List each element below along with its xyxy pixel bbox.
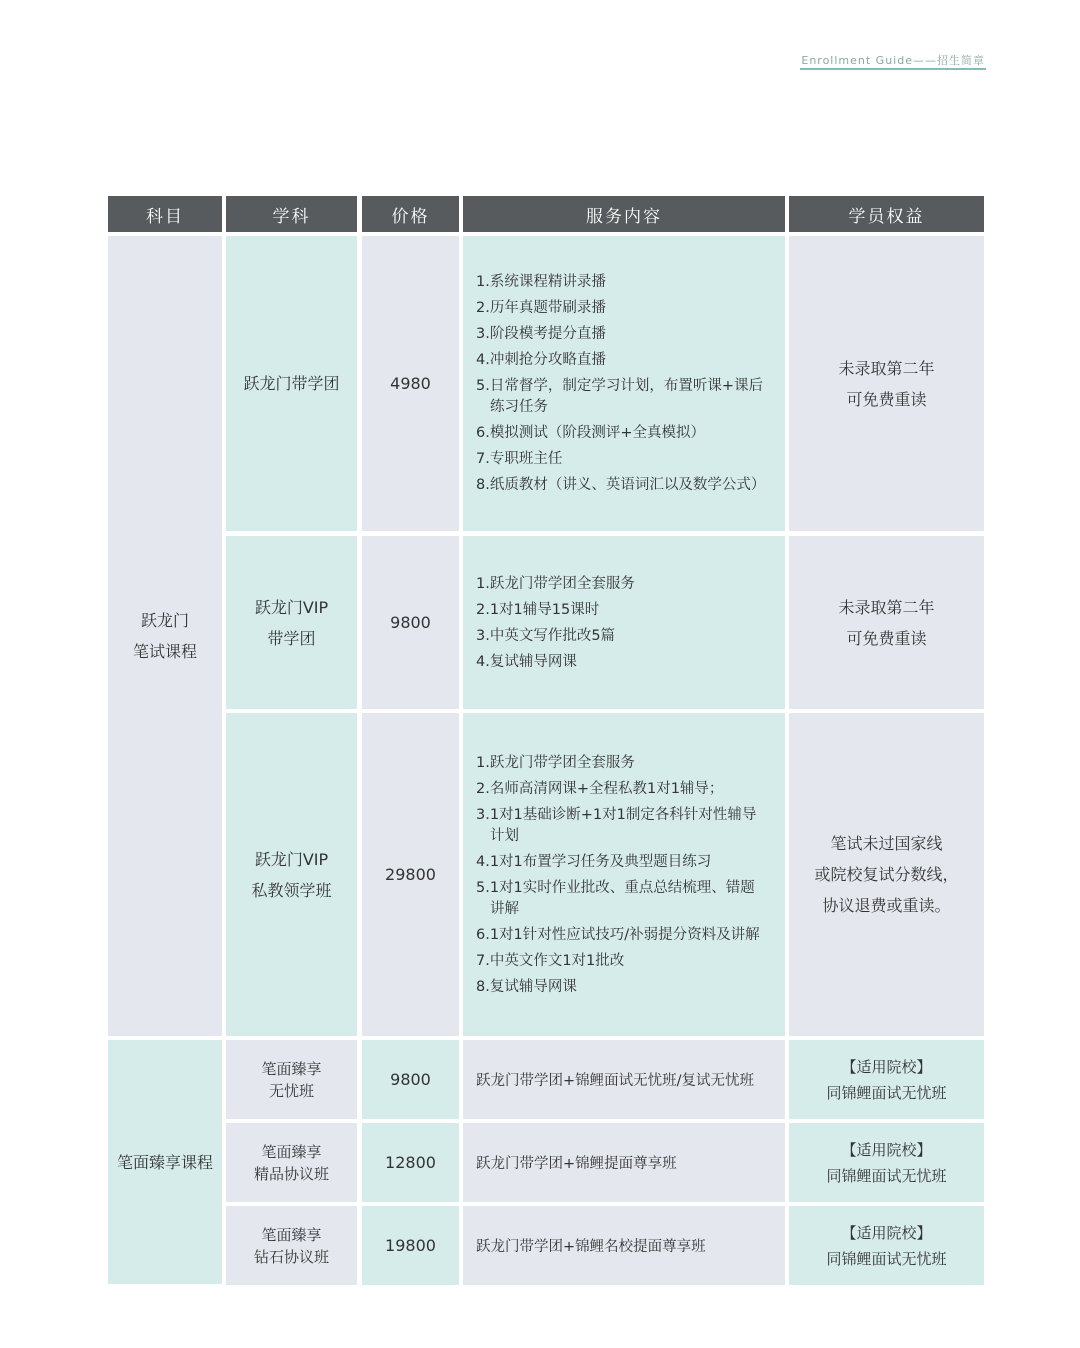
service-item: 8.复试辅导网课	[476, 978, 577, 995]
subject-group-combined	[108, 1040, 222, 1284]
service-item: 5.日常督学，制定学习计划，布置听课+课后	[476, 378, 763, 394]
course-cell	[226, 1206, 357, 1285]
course-name: 无忧班	[268, 1081, 314, 1100]
benefit-line: 或院校复试分数线，	[814, 865, 959, 884]
service-item: 计划	[490, 827, 519, 844]
course-name: 笔面臻享	[261, 1225, 322, 1244]
course-name: 笔面臻享	[261, 1059, 322, 1078]
course-cell	[226, 236, 357, 531]
services-cell	[463, 713, 785, 1036]
service-item: 跃龙门带学团+锦鲤名校提面尊享班	[476, 1239, 706, 1255]
service-item: 4.冲刺抢分攻略直播	[476, 352, 606, 368]
course-cell	[226, 1040, 357, 1119]
course-name: 笔面臻享	[261, 1142, 322, 1161]
price-cell: 29800	[362, 713, 459, 1036]
benefit-line: 协议退费或重读。	[822, 896, 951, 915]
benefits-cell	[789, 1040, 984, 1119]
brand-text: Enrollment Guide——招生简章	[801, 54, 985, 67]
header-course: 学科	[226, 196, 357, 232]
service-item: 7.中英文作文1对1批改	[476, 952, 625, 969]
service-item: 跃龙门带学团+锦鲤面试无忧班/复试无忧班	[476, 1073, 755, 1089]
service-item: 3.阶段模考提分直播	[476, 326, 606, 342]
services-cell	[463, 1123, 785, 1202]
course-name: 精品协议班	[253, 1164, 329, 1183]
course-name: 带学团	[267, 628, 316, 648]
benefit-line: 未录取第二年	[838, 358, 935, 378]
benefit-line: 可免费重读	[846, 628, 927, 648]
price-cell: 4980	[362, 236, 459, 531]
services-cell	[463, 1040, 785, 1119]
service-item: 2.历年真题带刷录播	[476, 300, 606, 316]
course-cell	[226, 536, 357, 709]
price-cell: 9800	[362, 1040, 459, 1119]
course-name: 跃龙门VIP	[254, 597, 329, 617]
service-item: 7.专职班主任	[476, 451, 563, 467]
header-benefits: 学员权益	[789, 196, 984, 232]
price-cell: 9800	[362, 536, 459, 709]
brand-underline	[800, 68, 986, 70]
benefits-cell	[789, 713, 984, 1036]
service-item: 跃龙门带学团+锦鲤提面尊享班	[476, 1156, 677, 1172]
benefits-cell	[789, 536, 984, 709]
benefit-line: 【适用院校】	[841, 1223, 932, 1242]
benefit-line: 笔试未过国家线	[830, 834, 943, 853]
service-item: 4.1对1布置学习任务及典型题目练习	[476, 853, 712, 870]
service-item: 1.系统课程精讲录播	[476, 274, 606, 290]
benefits-cell	[789, 236, 984, 531]
service-item: 6.模拟测试（阶段测评+全真模拟）	[476, 425, 705, 441]
services-cell	[463, 236, 785, 531]
benefit-line: 未录取第二年	[838, 597, 935, 617]
benefit-line: 同锦鲤面试无忧班	[826, 1083, 947, 1102]
service-item: 2.1对1辅导15课时	[476, 601, 600, 618]
header-services: 服务内容	[463, 196, 785, 232]
service-item: 6.1对1针对性应试技巧/补弱提分资料及讲解	[476, 926, 760, 943]
subject-line: 笔试课程	[132, 642, 197, 661]
course-cell	[226, 713, 357, 1036]
course-name: 跃龙门带学团	[243, 374, 340, 393]
benefit-line: 可免费重读	[846, 389, 927, 409]
service-item: 5.1对1实时作业批改、重点总结梳理、错题	[476, 879, 755, 896]
service-item: 练习任务	[490, 399, 548, 415]
benefit-line: 同锦鲤面试无忧班	[826, 1166, 947, 1185]
course-name: 跃龙门VIP	[254, 849, 329, 869]
price-cell: 19800	[362, 1206, 459, 1285]
subject-line: 跃龙门	[140, 611, 189, 630]
subject-group-written	[108, 236, 222, 1036]
course-name: 钻石协议班	[253, 1247, 329, 1266]
services-cell	[463, 1206, 785, 1285]
service-item: 3.1对1基础诊断+1对1制定各科针对性辅导	[476, 806, 757, 823]
benefit-line: 同锦鲤面试无忧班	[826, 1249, 947, 1268]
benefits-cell	[789, 1123, 984, 1202]
course-cell	[226, 1123, 357, 1202]
subject-line: 笔面臻享课程	[116, 1152, 213, 1172]
service-item: 1.跃龙门带学团全套服务	[476, 575, 635, 592]
service-item: 4.复试辅导网课	[476, 653, 577, 670]
service-item: 3.中英文写作批改5篇	[476, 627, 616, 644]
benefit-line: 【适用院校】	[841, 1140, 932, 1159]
course-name: 私教领学班	[251, 880, 332, 900]
price-cell: 12800	[362, 1123, 459, 1202]
header-price: 价格	[362, 196, 459, 232]
service-item: 讲解	[490, 900, 519, 917]
services-cell	[463, 536, 785, 709]
header-subject: 科目	[108, 196, 222, 232]
service-item: 8.纸质教材（讲义、英语词汇以及数学公式）	[476, 477, 766, 493]
benefit-line: 【适用院校】	[841, 1057, 932, 1076]
service-item: 1.跃龙门带学团全套服务	[476, 754, 635, 771]
benefits-cell	[789, 1206, 984, 1285]
service-item: 2.名师高清网课+全程私教1对1辅导；	[476, 780, 724, 797]
